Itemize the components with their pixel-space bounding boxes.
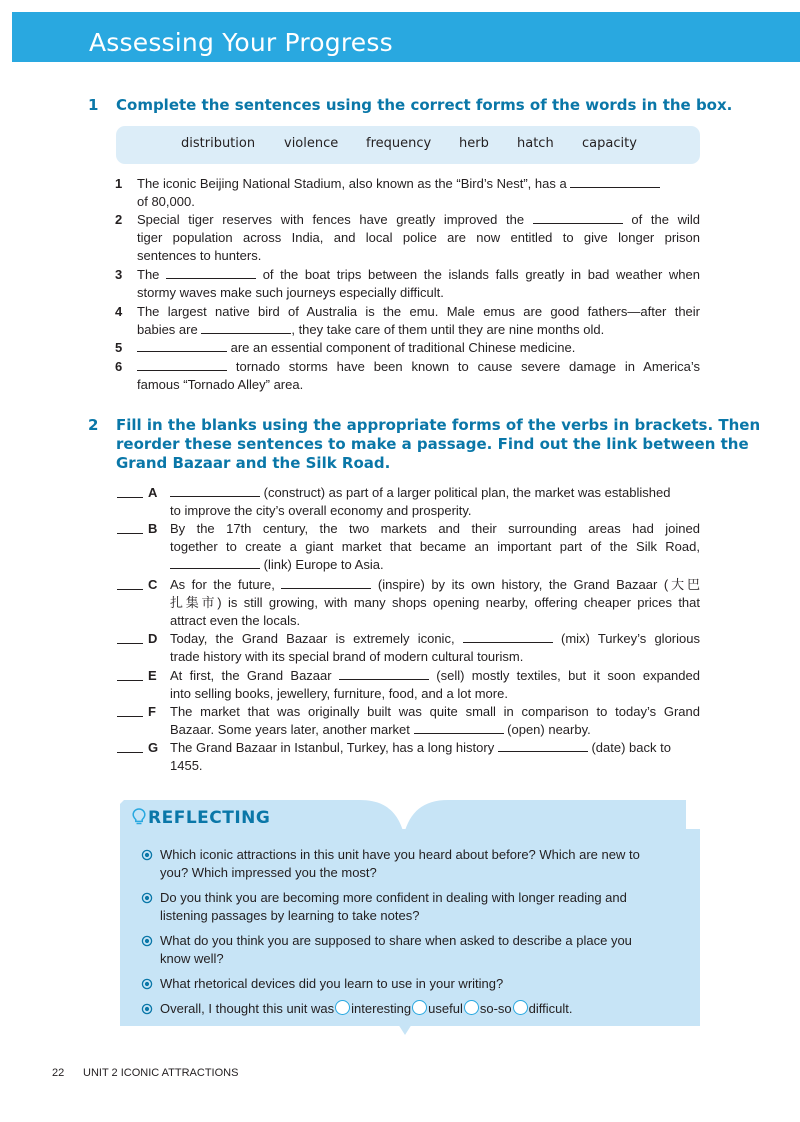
sentence-line: (construct) as part of a larger political plan, the market was established (170, 484, 670, 502)
item-number: 5 (115, 340, 123, 355)
bullet-icon (141, 849, 153, 861)
rating-option-label: so-so (479, 1001, 512, 1016)
lightbulb-icon (132, 808, 146, 826)
sentence-line: As for the future, (inspire) by its own history, the Grand Bazaar (大巴 (170, 577, 700, 592)
sentence-line: to improve the city’s overall economy and prosperity. (170, 503, 472, 518)
sentence-line: The iconic Beijing National Stadium, also known as the “Bird’s Nest”, has a (137, 175, 660, 193)
word-box (116, 126, 700, 164)
answer-blank[interactable] (463, 630, 553, 643)
item-number: 1 (115, 176, 123, 191)
question-instruction-line: Fill in the blanks using the appropriate forms of the verbs in brackets. Then (116, 416, 761, 434)
rating-option-difficult[interactable] (513, 1000, 528, 1015)
question-number: 1 (88, 96, 99, 114)
reflecting-question: What rhetorical devices did you learn to use in your writing? (160, 976, 504, 991)
rating-option-label: difficult. (528, 1001, 573, 1016)
order-blank[interactable] (117, 716, 143, 717)
sentence-line: famous “Tornado Alley” area. (137, 377, 304, 392)
sentence-line: into selling books, jewellery, furniture, food, and a lot more. (170, 686, 508, 701)
word-box-item: capacity (582, 136, 637, 151)
reflecting-question: listening passages by learning to take notes? (160, 908, 420, 923)
answer-blank[interactable] (414, 721, 504, 734)
sentence-line: tornado storms have been known to cause severe damage in America’s (137, 358, 700, 376)
sentence-line: The largest native bird of Australia is the emu. Male emus are good fathers—after their (137, 304, 700, 319)
sentence-line: 1455. (170, 758, 203, 773)
answer-blank[interactable] (281, 576, 371, 589)
sentence-line: sentences to hunters. (137, 248, 262, 263)
page-header (12, 12, 800, 62)
unit-label: UNIT 2 ICONIC ATTRACTIONS (83, 1067, 239, 1079)
item-letter: B (148, 521, 158, 536)
bullet-icon (141, 892, 153, 904)
item-number: 4 (115, 304, 123, 319)
reflecting-title: REFLECTING (148, 808, 271, 828)
word-box-item: herb (459, 136, 489, 151)
sentence-line: babies are , they take care of them until they are nine months old. (137, 322, 605, 337)
sentence-line: By the 17th century, the two markets and their surrounding areas had joined (170, 521, 700, 536)
answer-blank[interactable] (201, 321, 291, 334)
self-rating-line (160, 1000, 572, 1018)
rating-option-label: useful (428, 1001, 463, 1016)
word-box-item: frequency (366, 136, 432, 151)
bullet-icon (141, 1003, 153, 1015)
reflecting-box-pointer (398, 1024, 412, 1036)
order-blank[interactable] (117, 497, 143, 498)
answer-blank[interactable] (166, 266, 256, 279)
rating-option-label: interesting (351, 1001, 412, 1016)
sentence-line: of 80,000. (137, 194, 195, 209)
answer-blank[interactable] (137, 339, 227, 352)
sentence-line: Bazaar. Some years later, another market (open) nearby. (170, 722, 591, 737)
reflecting-question: Do you think you are becoming more confident in dealing with longer reading and (160, 890, 627, 905)
bullet-icon (141, 935, 153, 947)
reflecting-question: know well? (160, 951, 224, 966)
order-blank[interactable] (117, 680, 143, 681)
rating-option-useful[interactable] (412, 1000, 427, 1015)
answer-blank[interactable] (137, 358, 227, 371)
item-letter: G (148, 740, 159, 755)
question-number: 2 (88, 416, 99, 434)
order-blank[interactable] (117, 643, 143, 644)
question-instruction: Complete the sentences using the correct forms of the words in the box. (116, 96, 733, 114)
item-letter: F (148, 704, 156, 719)
sentence-line: The of the boat trips between the islands falls greatly in bad weather when (137, 267, 700, 282)
sentence-line: 扎集市) is still growing, with many shops opening nearby, offering cheaper prices that (170, 595, 700, 610)
item-letter: E (148, 668, 157, 683)
self-rating-prompt: Overall, I thought this unit was (160, 1001, 335, 1016)
answer-blank[interactable] (498, 739, 588, 752)
bullet-icon (141, 978, 153, 990)
item-number: 3 (115, 267, 123, 282)
word-box-item: hatch (517, 136, 554, 151)
answer-blank[interactable] (570, 175, 660, 188)
item-number: 6 (115, 359, 123, 374)
reflecting-question: What do you think you are supposed to share when asked to describe a place you (160, 933, 632, 948)
answer-blank[interactable] (533, 211, 623, 224)
item-letter: C (148, 577, 158, 592)
page-title: Assessing Your Progress (89, 28, 393, 57)
word-box-item: distribution (181, 136, 256, 151)
sentence-line: together to create a giant market that became an important part of the Silk Road, (170, 539, 700, 554)
word-box-item: violence (284, 136, 339, 151)
order-blank[interactable] (117, 589, 143, 590)
reflecting-question: Which iconic attractions in this unit have you heard about before? Which are new to (160, 847, 640, 862)
answer-blank[interactable] (170, 556, 260, 569)
item-letter: A (148, 485, 158, 500)
answer-blank[interactable] (170, 484, 260, 497)
sentence-line: trade history with its special brand of modern cultural tourism. (170, 649, 524, 664)
item-number: 2 (115, 212, 123, 227)
page-number: 22 (52, 1067, 65, 1079)
sentence-line: At first, the Grand Bazaar (sell) mostly textiles, but it soon expanded (170, 668, 700, 683)
sentence-line: attract even the locals. (170, 613, 301, 628)
order-blank[interactable] (117, 752, 143, 753)
sentence-line: Special tiger reserves with fences have greatly improved the of the wild (137, 212, 700, 227)
sentence-line: stormy waves make such journeys especially difficult. (137, 285, 444, 300)
sentence-line: are an essential component of traditional Chinese medicine. (137, 339, 575, 357)
sentence-line: The Grand Bazaar in Istanbul, Turkey, has a long history (date) back to (170, 740, 671, 755)
rating-option-so-so[interactable] (464, 1000, 479, 1015)
sentence-line: Today, the Grand Bazaar is extremely iconic, (mix) Turkey’s glorious (170, 631, 700, 646)
order-blank[interactable] (117, 533, 143, 534)
sentence-line: tiger population across India, and local police are now entitled to give longer prison (137, 230, 700, 245)
answer-blank[interactable] (339, 667, 429, 680)
item-letter: D (148, 631, 158, 646)
sentence-line: (link) Europe to Asia. (170, 556, 384, 574)
rating-option-interesting[interactable] (335, 1000, 350, 1015)
question-instruction-line: reorder these sentences to make a passage. Find out the link between the (116, 435, 749, 453)
sentence-line: The market that was originally built was quite small in comparison to today’s Grand (170, 704, 700, 719)
question-instruction-line: Grand Bazaar and the Silk Road. (116, 454, 391, 472)
reflecting-question: you? Which impressed you the most? (160, 865, 377, 880)
